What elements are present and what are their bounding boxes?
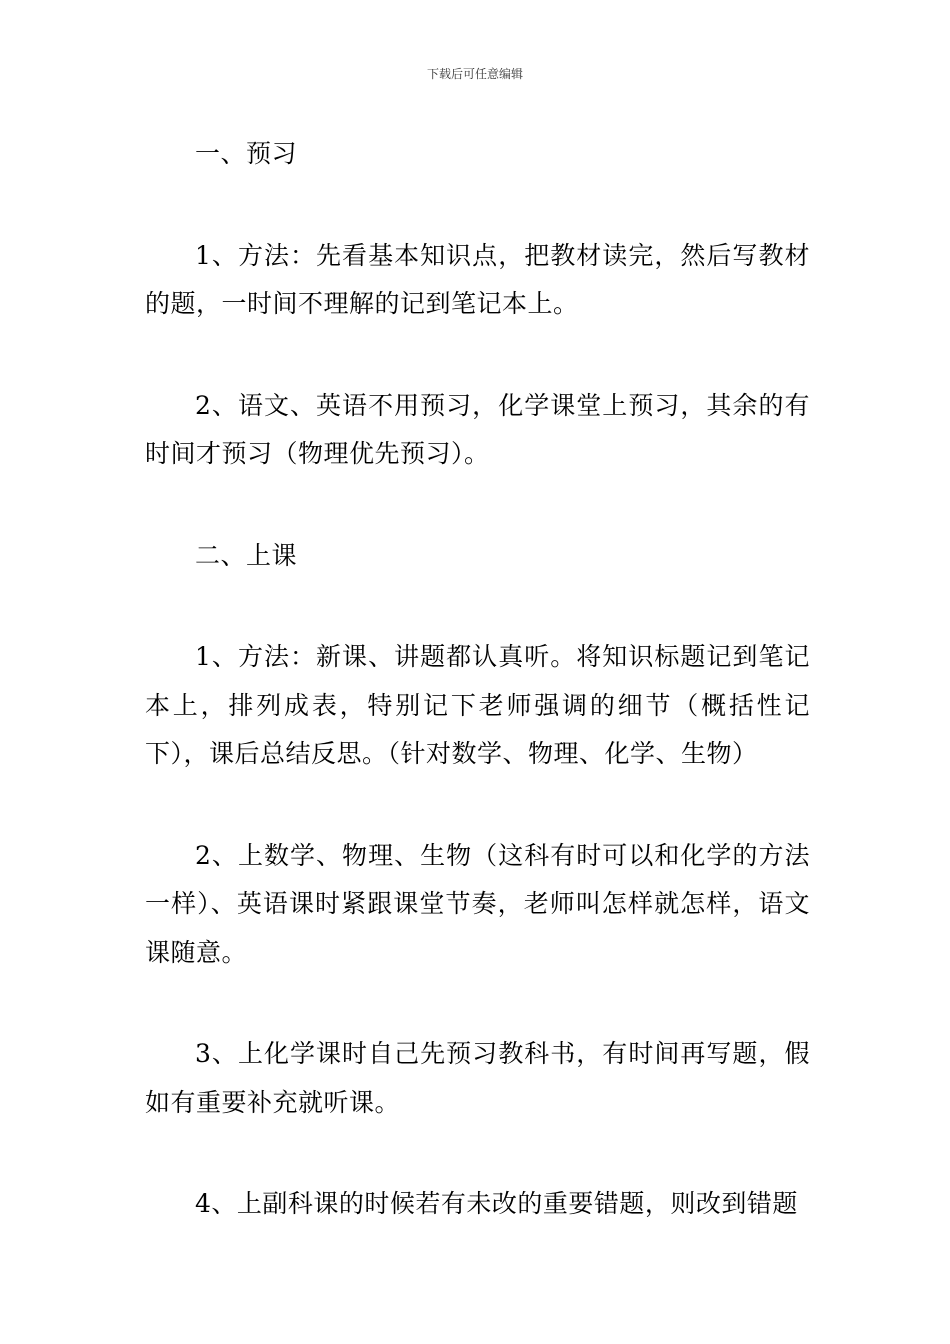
class-paragraph-1: 1、方法：新课、讲题都认真听。将知识标题记到笔记本上，排列成表，特别记下老师强调的细节（概括性记下），课后总结反思。（针对数学、物理、化学、生物）	[145, 642, 810, 768]
section-heading-preview: 一、预习	[195, 139, 298, 168]
preview-paragraph-1: 1、方法：先看基本知识点，把教材读完，然后写教材的题，一时间不理解的记到笔记本上。	[145, 240, 810, 318]
class-paragraph-4: 4、上副科课的时候若有未改的重要错题，则改到错题	[195, 1189, 798, 1218]
class-paragraph-3: 3、上化学课时自己先预习教科书，有时间再写题，假如有重要补充就听课。	[145, 1039, 810, 1117]
document-body	[145, 130, 810, 1282]
section-heading-class: 二、上课	[195, 540, 298, 570]
page-header: 下载后可任意编辑	[426, 67, 523, 81]
preview-paragraph-2: 2、语文、英语不用预习，化学课堂上预习，其余的有时间才预习（物理优先预习）。	[145, 390, 810, 468]
class-paragraph-2: 2、上数学、物理、生物（这科有时可以和化学的方法一样）、英语课时紧跟课堂节奏，老师叫怎样就怎样，语文课随意。	[145, 840, 810, 967]
